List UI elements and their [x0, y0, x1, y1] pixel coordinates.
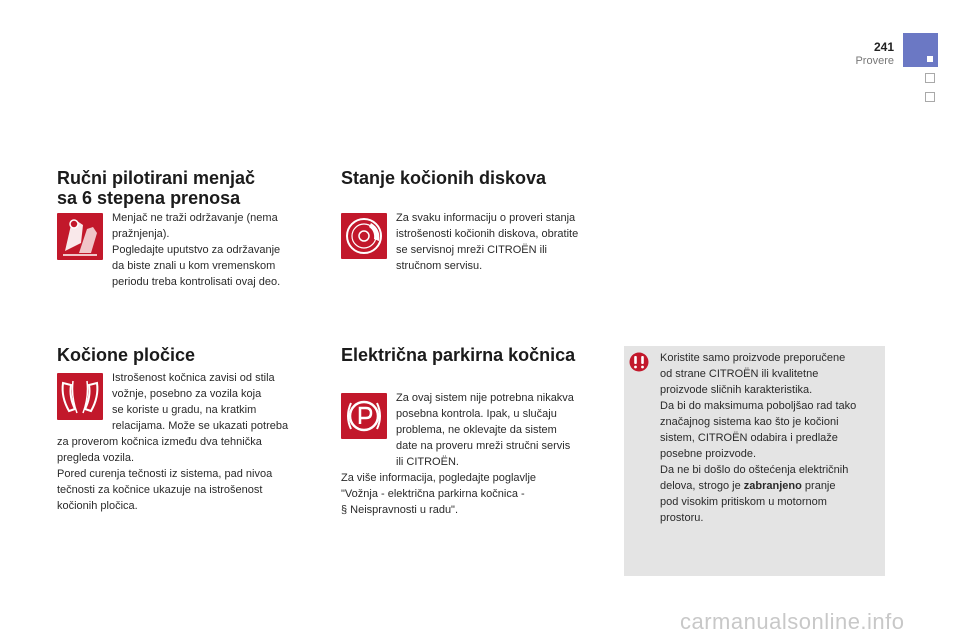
chapter-tab[interactable]	[925, 92, 935, 102]
chapter-tab-active[interactable]	[903, 33, 938, 67]
brake-pads-title: Kočione pločice	[57, 345, 196, 365]
prohibited-emphasis: zabranjeno	[743, 480, 802, 492]
brake-discs-title: Stanje kočionih diskova	[341, 168, 547, 188]
manual-gearbox-text: Menjač ne traži održavanje (nema pražnjenja). Pogledajte uputstvo za održavanje da biste znali u kom vremenskom periodu treba kontrolisati ovaj deo.	[112, 212, 281, 288]
brake-pads-section	[57, 345, 195, 365]
parking-brake-text-indented: Za ovaj sistem nije potrebna nikakva posebna kontrola. Ipak, u slučaju problema, ne oklevajte da sistem date na proveru mreži stručni servis ili CITROËN.	[396, 392, 574, 468]
parking-brake-icon	[341, 393, 387, 439]
chapter-tab[interactable]	[925, 73, 935, 83]
parking-brake-section	[341, 345, 575, 365]
tab-marker	[927, 56, 933, 62]
manual-gearbox-section	[57, 168, 255, 208]
brake-pads-text-indented: Istrošenost kočnica zavisi od stila vožnje, posebno za vozila koja se koriste u gradu, na kratkim relacijama. Može se ukazati potreba	[112, 372, 289, 432]
brake-pads-icon	[57, 373, 103, 420]
brake-pads-text: za proverom kočnica između dva tehnička pregleda vozila. Pored curenja tečnosti iz sistema, pad nivoa tečnosti za kočnice ukazuje na istrošenost kočionih pločica.	[57, 436, 273, 512]
manual-gearbox-title: Ručni pilotirani menjač sa 6 stepena prenosa	[57, 168, 256, 208]
page-number: 241	[873, 40, 894, 54]
brake-disc-icon	[341, 213, 387, 259]
warning-text: Koristite samo proizvode preporučene od strane CITROËN ili kvalitetne proizvode sličnih karakteristika. Da bi do maksimuma poboljšao rad tako značajnog sistema kao što je kočioni sistem, CITROËN odabira i predlaže posebne proizvode. Da ne bi došlo do oštećenja električnih delova, strogo je zabranjeno pranje pod visokim pritiskom u motornom prostoru.	[660, 352, 857, 524]
brake-discs-section	[341, 168, 546, 188]
warning-exclamation-icon	[629, 352, 649, 372]
brake-discs-text: Za svaku informaciju o proveri stanja istrošenosti kočionih diskova, obratite se servisnoj mreži CITROËN ili stručnom servisu.	[396, 212, 579, 272]
gear-shifter-icon	[57, 213, 103, 260]
section-name: Provere	[855, 55, 894, 67]
parking-brake-text: Za više informacija, pogledajte poglavlje "Vožnja - električna parkirna kočnica - § Neispravnosti u radu".	[341, 472, 537, 516]
watermark: carmanualsonline.info	[680, 609, 905, 634]
parking-brake-title: Električna parkirna kočnica	[341, 345, 576, 365]
warning-prohibition-line: delova, strogo je zabranjeno pranje	[660, 480, 836, 492]
